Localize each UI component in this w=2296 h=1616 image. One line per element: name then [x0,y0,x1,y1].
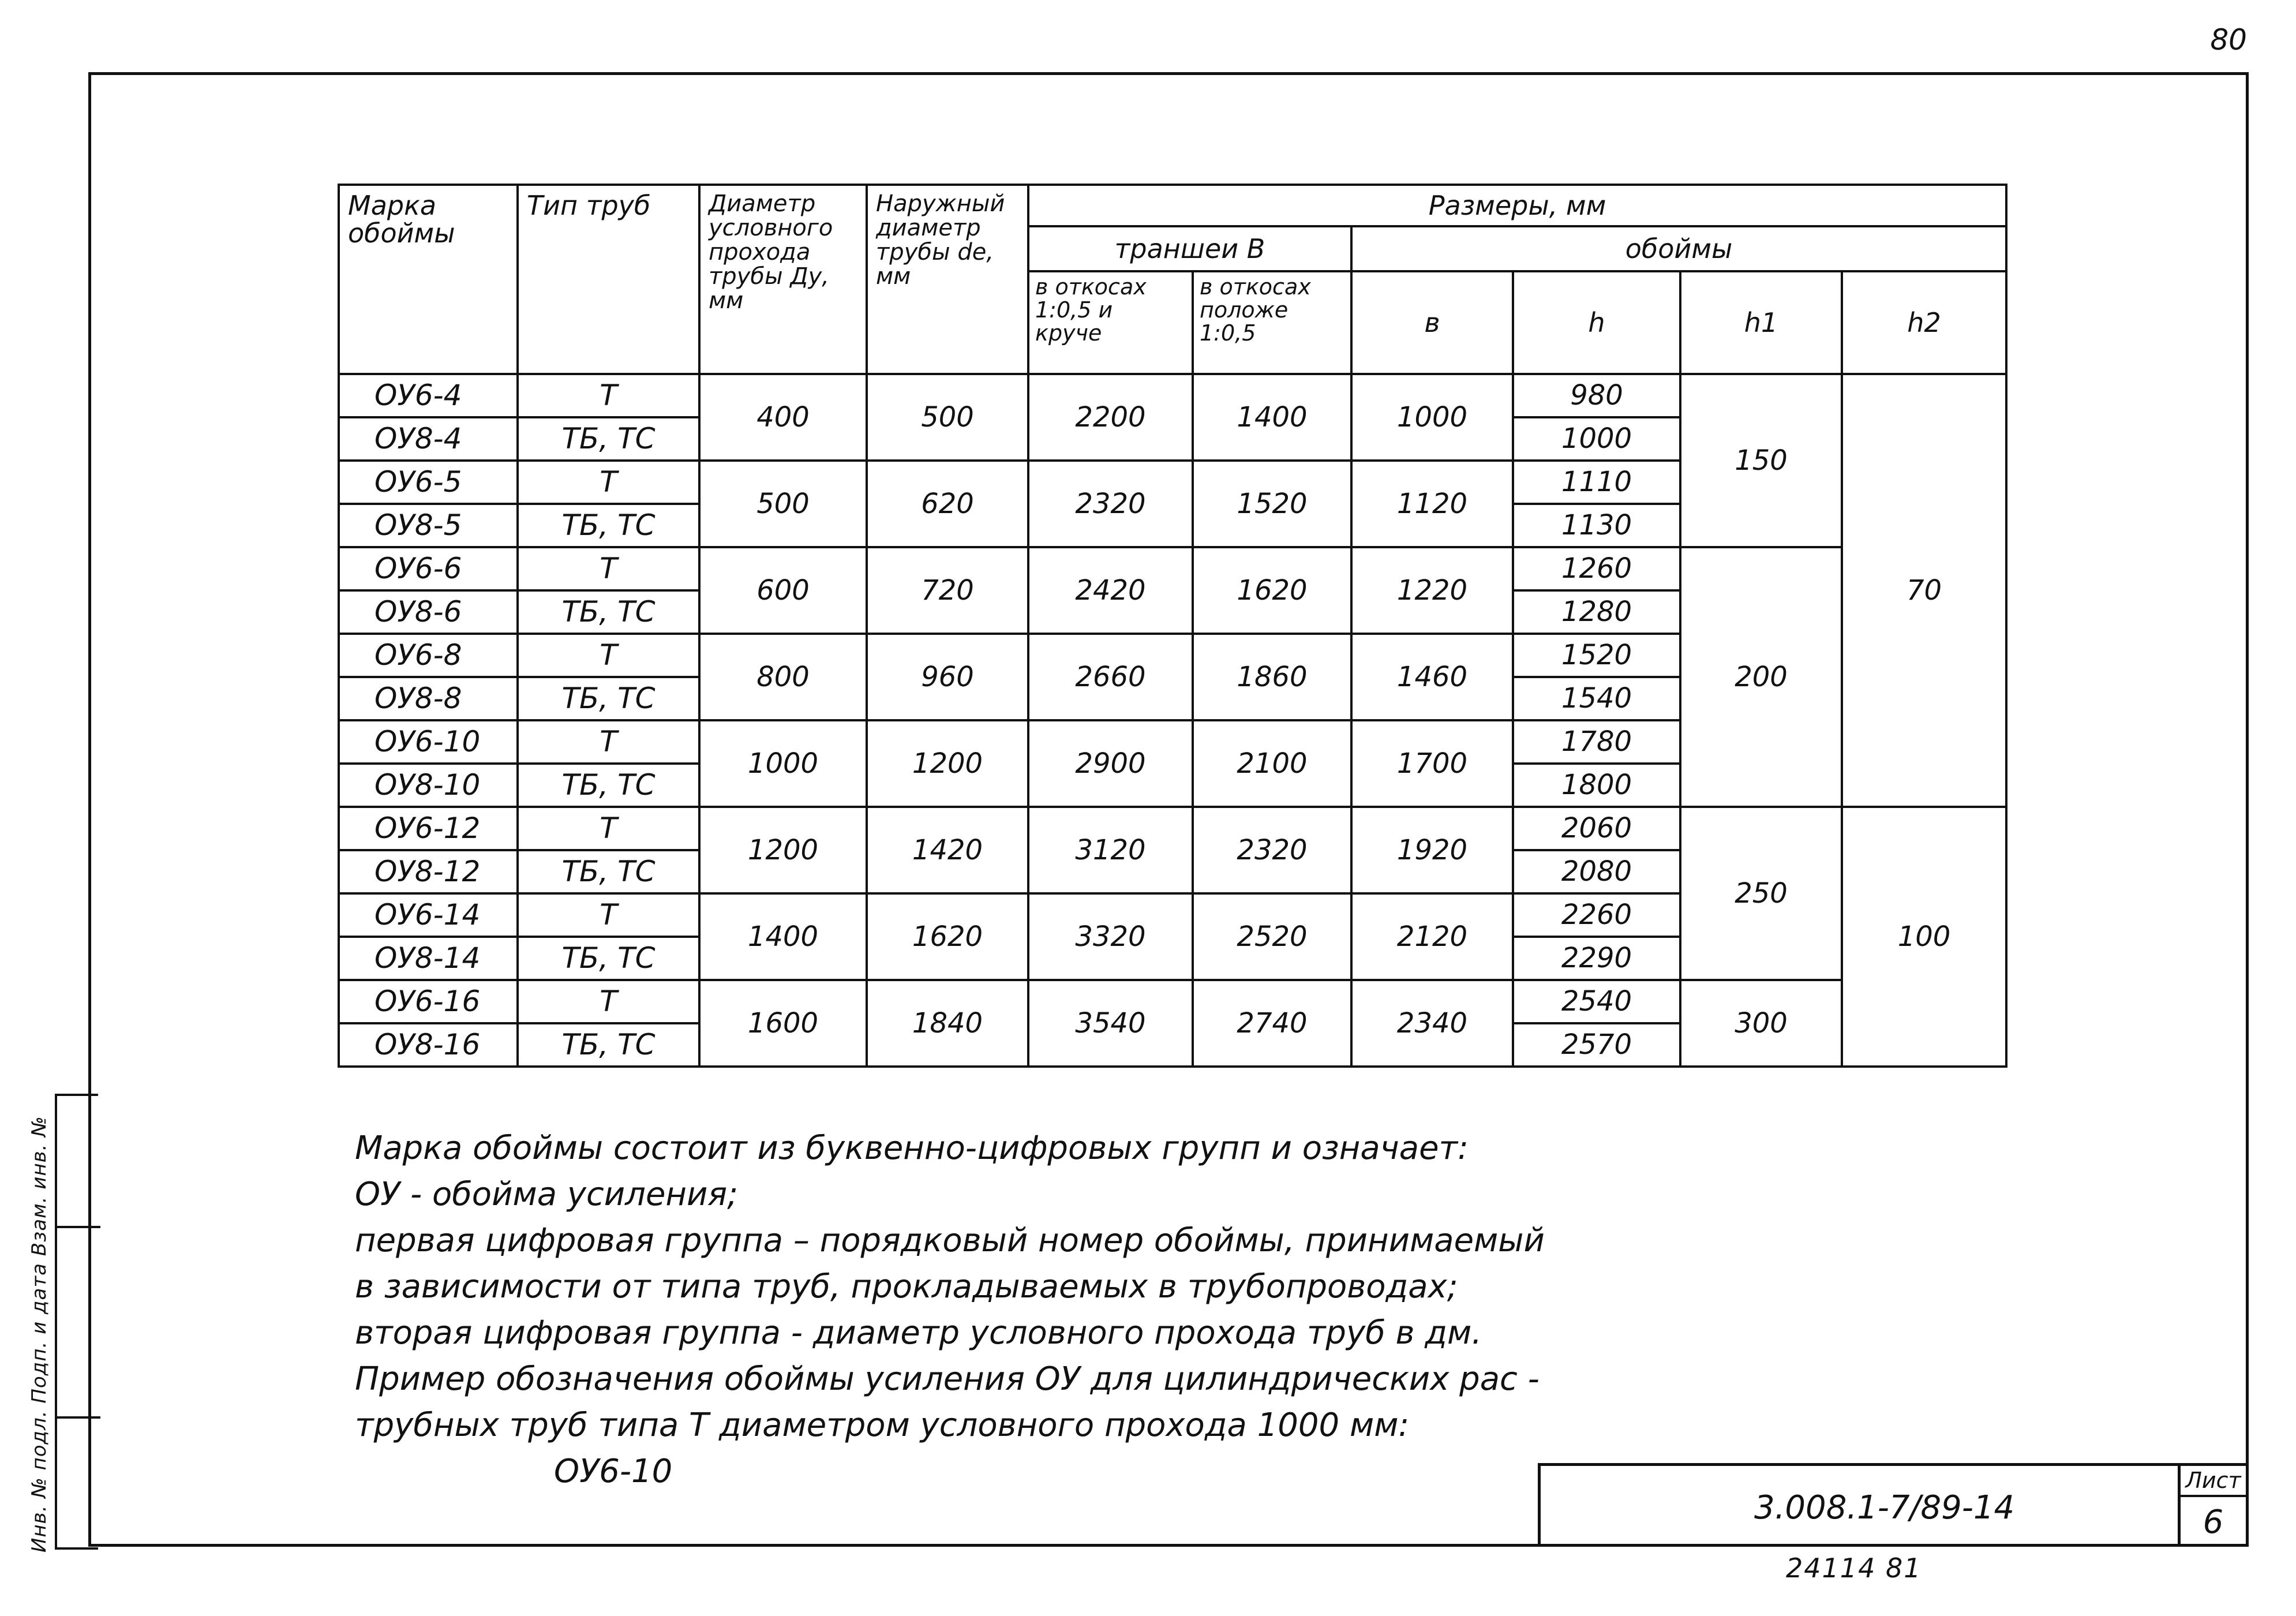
header-clip: обоймы [1351,226,2006,271]
mark-cell: ОУ8-6 [339,590,518,634]
h-cell: 1520 [1513,634,1680,677]
trench-steep-cell: 2200 [1028,374,1193,461]
de-cell: 620 [867,461,1028,547]
type-cell: ТБ, ТС [518,764,699,807]
clip-dimensions-table [338,184,2007,1068]
h-cell: 2540 [1513,980,1680,1023]
mark-cell: ОУ6-8 [339,634,518,677]
mark-cell: ОУ6-14 [339,893,518,937]
h-cell: 980 [1513,374,1680,417]
table-row [339,807,2006,850]
note-line: Пример обозначения обоймы усиления ОУ для цилиндрических рас - [355,1360,1540,1398]
dn-cell: 600 [699,547,867,634]
mark-cell: ОУ8-8 [339,677,518,720]
type-cell: ТБ, ТС [518,937,699,980]
mark-cell: ОУ6-16 [339,980,518,1023]
mark-cell: ОУ8-12 [339,850,518,893]
sheet-cell [2178,1466,2249,1547]
type-cell: Т [518,807,699,850]
table-row [339,980,2006,1023]
h-cell: 1800 [1513,764,1680,807]
de-cell: 1420 [867,807,1028,893]
trench-gentle-cell: 2320 [1193,807,1351,893]
dn-cell: 1200 [699,807,867,893]
dn-cell: 400 [699,374,867,461]
strip-divider [57,1416,100,1419]
sheet-label: Лист [2181,1466,2246,1497]
mark-cell: ОУ6-4 [339,374,518,417]
dn-cell: 1000 [699,720,867,807]
h-cell: 1110 [1513,461,1680,504]
dn-cell: 1400 [699,893,867,980]
note-line: Марка обоймы состоит из буквенно-цифровых групп и означает: [355,1129,1469,1167]
header-trench: траншеи В [1028,226,1351,271]
mark-cell: ОУ8-5 [339,504,518,547]
type-cell: Т [518,634,699,677]
b-cell: 1700 [1351,720,1513,807]
h-cell: 2080 [1513,850,1680,893]
table-row [339,374,2006,417]
document-code: 3.008.1-7/89-14 [1754,1489,2015,1527]
table-row [339,547,2006,590]
type-cell: ТБ, ТС [518,677,699,720]
trench-steep-cell: 3320 [1028,893,1193,980]
note-line: трубных труб типа Т диаметром условного прохода 1000 мм: [355,1406,1410,1444]
h-cell: 1540 [1513,677,1680,720]
type-cell: Т [518,720,699,764]
mark-cell: ОУ6-6 [339,547,518,590]
trench-gentle-cell: 2740 [1193,980,1351,1067]
page-number: 80 [2210,23,2247,57]
h-cell: 2290 [1513,937,1680,980]
title-block [1538,1463,2249,1547]
h-cell: 1280 [1513,590,1680,634]
de-cell: 960 [867,634,1028,720]
b-cell: 1120 [1351,461,1513,547]
trench-gentle-cell: 1860 [1193,634,1351,720]
b-cell: 1220 [1351,547,1513,634]
h-cell: 2060 [1513,807,1680,850]
trench-steep-cell: 3120 [1028,807,1193,893]
de-cell: 720 [867,547,1028,634]
trench-gentle-cell: 2100 [1193,720,1351,807]
h-cell: 1000 [1513,417,1680,461]
mark-cell: ОУ6-12 [339,807,518,850]
trench-gentle-cell: 2520 [1193,893,1351,980]
type-cell: Т [518,547,699,590]
de-cell: 500 [867,374,1028,461]
mark-cell: ОУ8-16 [339,1023,518,1067]
dn-cell: 500 [699,461,867,547]
sheet-number: 6 [2203,1503,2224,1541]
header-h: h [1513,271,1680,374]
mark-cell: ОУ8-14 [339,937,518,980]
h-cell: 1780 [1513,720,1680,764]
archive-stamp: 24114 81 [1786,1553,1922,1584]
b-cell: 2340 [1351,980,1513,1067]
b-cell: 1460 [1351,634,1513,720]
header-sizes: Размеры, мм [1028,185,2006,226]
notes-block [355,1125,1567,1495]
h2-cell: 70 [1842,374,2006,807]
h1-cell: 200 [1680,547,1842,807]
header-steep-slopes: в откосах 1:0,5 и круче [1028,271,1193,374]
b-cell: 2120 [1351,893,1513,980]
trench-gentle-cell: 1520 [1193,461,1351,547]
h1-cell: 250 [1680,807,1842,980]
type-cell: ТБ, ТС [518,504,699,547]
header-b: в [1351,271,1513,374]
trench-steep-cell: 2900 [1028,720,1193,807]
type-cell: ТБ, ТС [518,590,699,634]
type-cell: Т [518,461,699,504]
de-cell: 1620 [867,893,1028,980]
side-stamp-strip [55,1094,98,1550]
mark-cell: ОУ8-4 [339,417,518,461]
mark-cell: ОУ8-10 [339,764,518,807]
h-cell: 2570 [1513,1023,1680,1067]
trench-steep-cell: 2660 [1028,634,1193,720]
type-cell: Т [518,980,699,1023]
strip-divider [57,1226,100,1228]
de-cell: 1840 [867,980,1028,1067]
note-line: ОУ - обойма усиления; [355,1176,738,1213]
h-cell: 1130 [1513,504,1680,547]
trench-steep-cell: 2420 [1028,547,1193,634]
type-cell: ТБ, ТС [518,850,699,893]
type-cell: Т [518,374,699,417]
mark-cell: ОУ6-5 [339,461,518,504]
header-nominal-diameter: Диаметр условного прохода трубы Ду, мм [699,185,867,374]
header-mark: Марка обоймы [339,185,518,374]
dn-cell: 1600 [699,980,867,1067]
header-outer-diameter: Наружный диаметр трубы de, мм [867,185,1028,374]
side-stamp-text: Инв. № подл. Подп. и дата Взам. инв. № [28,1116,51,1553]
b-cell: 1000 [1351,374,1513,461]
mark-cell: ОУ6-10 [339,720,518,764]
header-h1: h1 [1680,271,1842,374]
h1-cell: 150 [1680,374,1842,547]
b-cell: 1920 [1351,807,1513,893]
h2-cell: 100 [1842,807,2006,1067]
trench-steep-cell: 2320 [1028,461,1193,547]
note-line: в зависимости от типа труб, прокладываемых в трубопроводах; [355,1268,1458,1305]
note-line: первая цифровая группа – порядковый номер обоймы, принимаемый [355,1222,1545,1259]
trench-gentle-cell: 1620 [1193,547,1351,634]
de-cell: 1200 [867,720,1028,807]
header-gentle-slopes: в откосах положе 1:0,5 [1193,271,1351,374]
dn-cell: 800 [699,634,867,720]
type-cell: Т [518,893,699,937]
h1-cell: 300 [1680,980,1842,1067]
header-h2: h2 [1842,271,2006,374]
trench-gentle-cell: 1400 [1193,374,1351,461]
header-pipe-type: Тип труб [518,185,699,374]
example-mark: ОУ6-10 [554,1453,673,1490]
trench-steep-cell: 3540 [1028,980,1193,1067]
note-line: вторая цифровая группа - диаметр условного прохода труб в дм. [355,1314,1482,1352]
type-cell: ТБ, ТС [518,1023,699,1067]
h-cell: 2260 [1513,893,1680,937]
type-cell: ТБ, ТС [518,417,699,461]
h-cell: 1260 [1513,547,1680,590]
